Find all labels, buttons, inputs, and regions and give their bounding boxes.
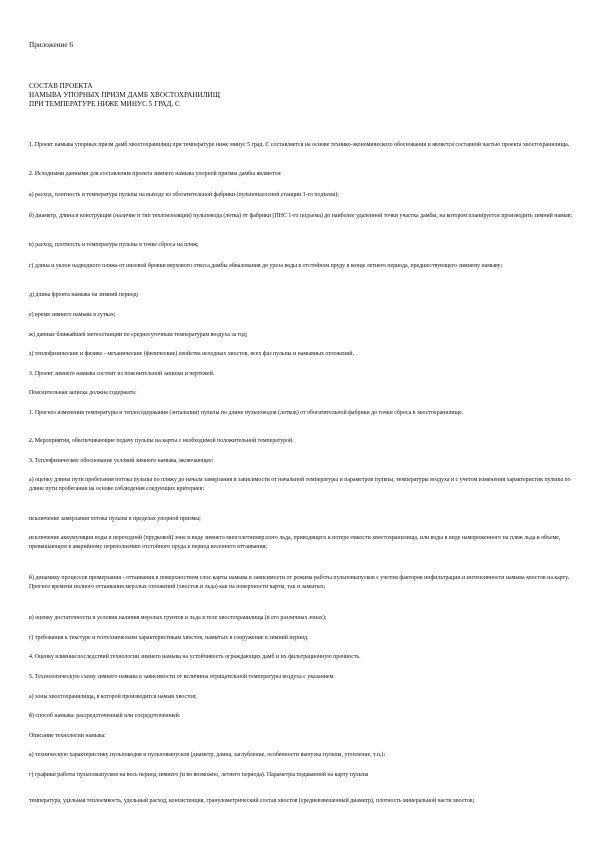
paragraph: е) время зимнего намыва в сутках;: [29, 312, 116, 318]
paragraph: в) расход, плотность и температура пульпы в точке сброса на пляж;: [29, 242, 199, 248]
paragraph: 2. Исходными данными для составления проекта зимнего намыва упорной призмы дамбы являются:: [29, 171, 282, 177]
paragraph: исключение аккумуляции воды в переходной (прудковой) зоне в виде зимнего многолетнемерзлого льда, приводящего к потере емкости хвостохранилища, или воды в виде намороженного на пляж льда в объеме, превышающем в аварийному переполнению отстойного пруда в период весеннего оттаивания;: [29, 535, 561, 551]
paragraph: 2. Мероприятия, обеспечивающие подачу пульпы на карты с необходимой положительной температурой.: [29, 438, 294, 444]
paragraph: а) оценку длины пути пробегания потока пульпы по пляжу до начала замерзания в зависимости от начальной температуры и параметров пульпы, температуры воздуха и с учетом изменения характеристик пульпы по длине пути пробегания на основе соблюдения следующих критериев:: [29, 477, 571, 493]
paragraph: 3. Проект зимнего намыва состоит из пояснительной записки и чертежей.: [29, 371, 215, 377]
paragraph: г) графики работы пульповыпусков на весь период зимнего (и во возможно, летнего периода). Параметры подаваемой на карту пульпы: [29, 772, 369, 778]
paragraph: Описание технологии намыва:: [29, 733, 106, 739]
paragraph: Пояснительная записка должна содержать:: [29, 390, 137, 396]
paragraph: г) длина и уклон надводного пляжа от низовой бровки верхового откоса дамбы обвалования до уреза воды в отстойном пруду в конце летнего периода, предшествующего зимнему намыву;: [29, 263, 503, 269]
paragraph: б) динамику процессов промерзания - оттаивания в поверхностном слое карты намыва в зависимости от режима работы пульповыпусков с учетом факторов инфильтрации и интенсивности намыва хвостов на карту. Прогноз времени полного оттаивания мерзлых отложений (хвостов и льда) как на поверхности карты, так и замытых;: [29, 575, 569, 591]
paragraph: 1. Проект намыва упорных призм дамб хвостохранилищ при температуре ниже минус 5 град. С составляется на основе технико-экономического обоснования и является составной частью проекта хвостохранилища.: [29, 142, 570, 148]
paragraph: а) зоны хвостохранилища, в которой производится намыв хвостов;: [29, 694, 197, 700]
paragraph: б) диаметр, длина и конструкция (наличие и тип теплоизоляции) пульповода (лотка) от фабрики (ПНС 1-го подъема) до наиболее удаленной точки участка дамбы, на котором планируется производить зимний намыв;: [29, 213, 573, 219]
paragraph: г) требования к текстуре и геотехническим характеристикам хвостов, намытых в сооружение в зимний период.: [29, 635, 309, 641]
document-title: [29, 82, 220, 109]
title-line: НАМЫВА УПОРНЫХ ПРИЗМ ДАМБ ХВОСТОХРАНИЛИЩ: [29, 91, 220, 99]
paragraph: температура, удельная теплоемкость, удельный расход, консистенция, гранулометрический состав хвостов (средневзвешенный диаметр), плотность минеральной части хвостов;: [29, 798, 475, 804]
paragraph: а) техническую характеристику пульповодов и пульповыпусков (диаметр, длина, заглубление, особенности выпуска пульпы, утепление, т.п.);: [29, 752, 385, 758]
paragraph: б) способ намыва: рассредоточенный или сосредоточенный.: [29, 713, 181, 719]
paragraph: 4. Оценку влияния последствий технологии зимнего намыва на устойчивость ограждающих дамб и их фильтрационную прочность.: [29, 654, 361, 660]
appendix-label: Приложение 6: [29, 41, 73, 49]
paragraph: 5. Технологическую схему зимнего намыва в зависимости от величины отрицательной температуры воздуха с указанием:: [29, 674, 335, 680]
paragraph: 1. Прогноз изменения температуры и теплосодержания (энтальпии) пульпы по длине пульповодов (лотков) от обогатительной фабрики до точки сброса в хвостохранилище.: [29, 410, 464, 416]
paragraph: исключение замерзания потока пульпы в пределах упорной призмы;: [29, 516, 201, 522]
title-line: СОСТАВ ПРОЕКТА: [29, 82, 93, 90]
title-line: ПРИ ТЕМПЕРАТУРЕ НИЖЕ МИНУС 5 ГРАД. С: [29, 100, 180, 108]
paragraph: в) оценку достаточности и условия наличия мерзлых грунтов и льда в теле хвостохранилища (в его различных зонах);: [29, 615, 327, 621]
paragraph: а) расход, плотность и температура пульпы на выходе из обогатительной фабрики (пульпонасосной станции 1-го подъема);: [29, 192, 339, 198]
paragraph: д) длина фронта намыва на зимний период;: [29, 292, 139, 298]
paragraph: з) теплофизические и физико - механические (физические) свойства исходных хвостов, всех фаз пульпы и намывных отложений.: [29, 351, 354, 357]
paragraph: ж) данные ближайшей метеостанции по среднесуточным температурам воздуха за год;: [29, 332, 248, 338]
paragraph: 3. Теплофизическое обоснование условий зимнего намыва, включающее:: [29, 458, 214, 464]
